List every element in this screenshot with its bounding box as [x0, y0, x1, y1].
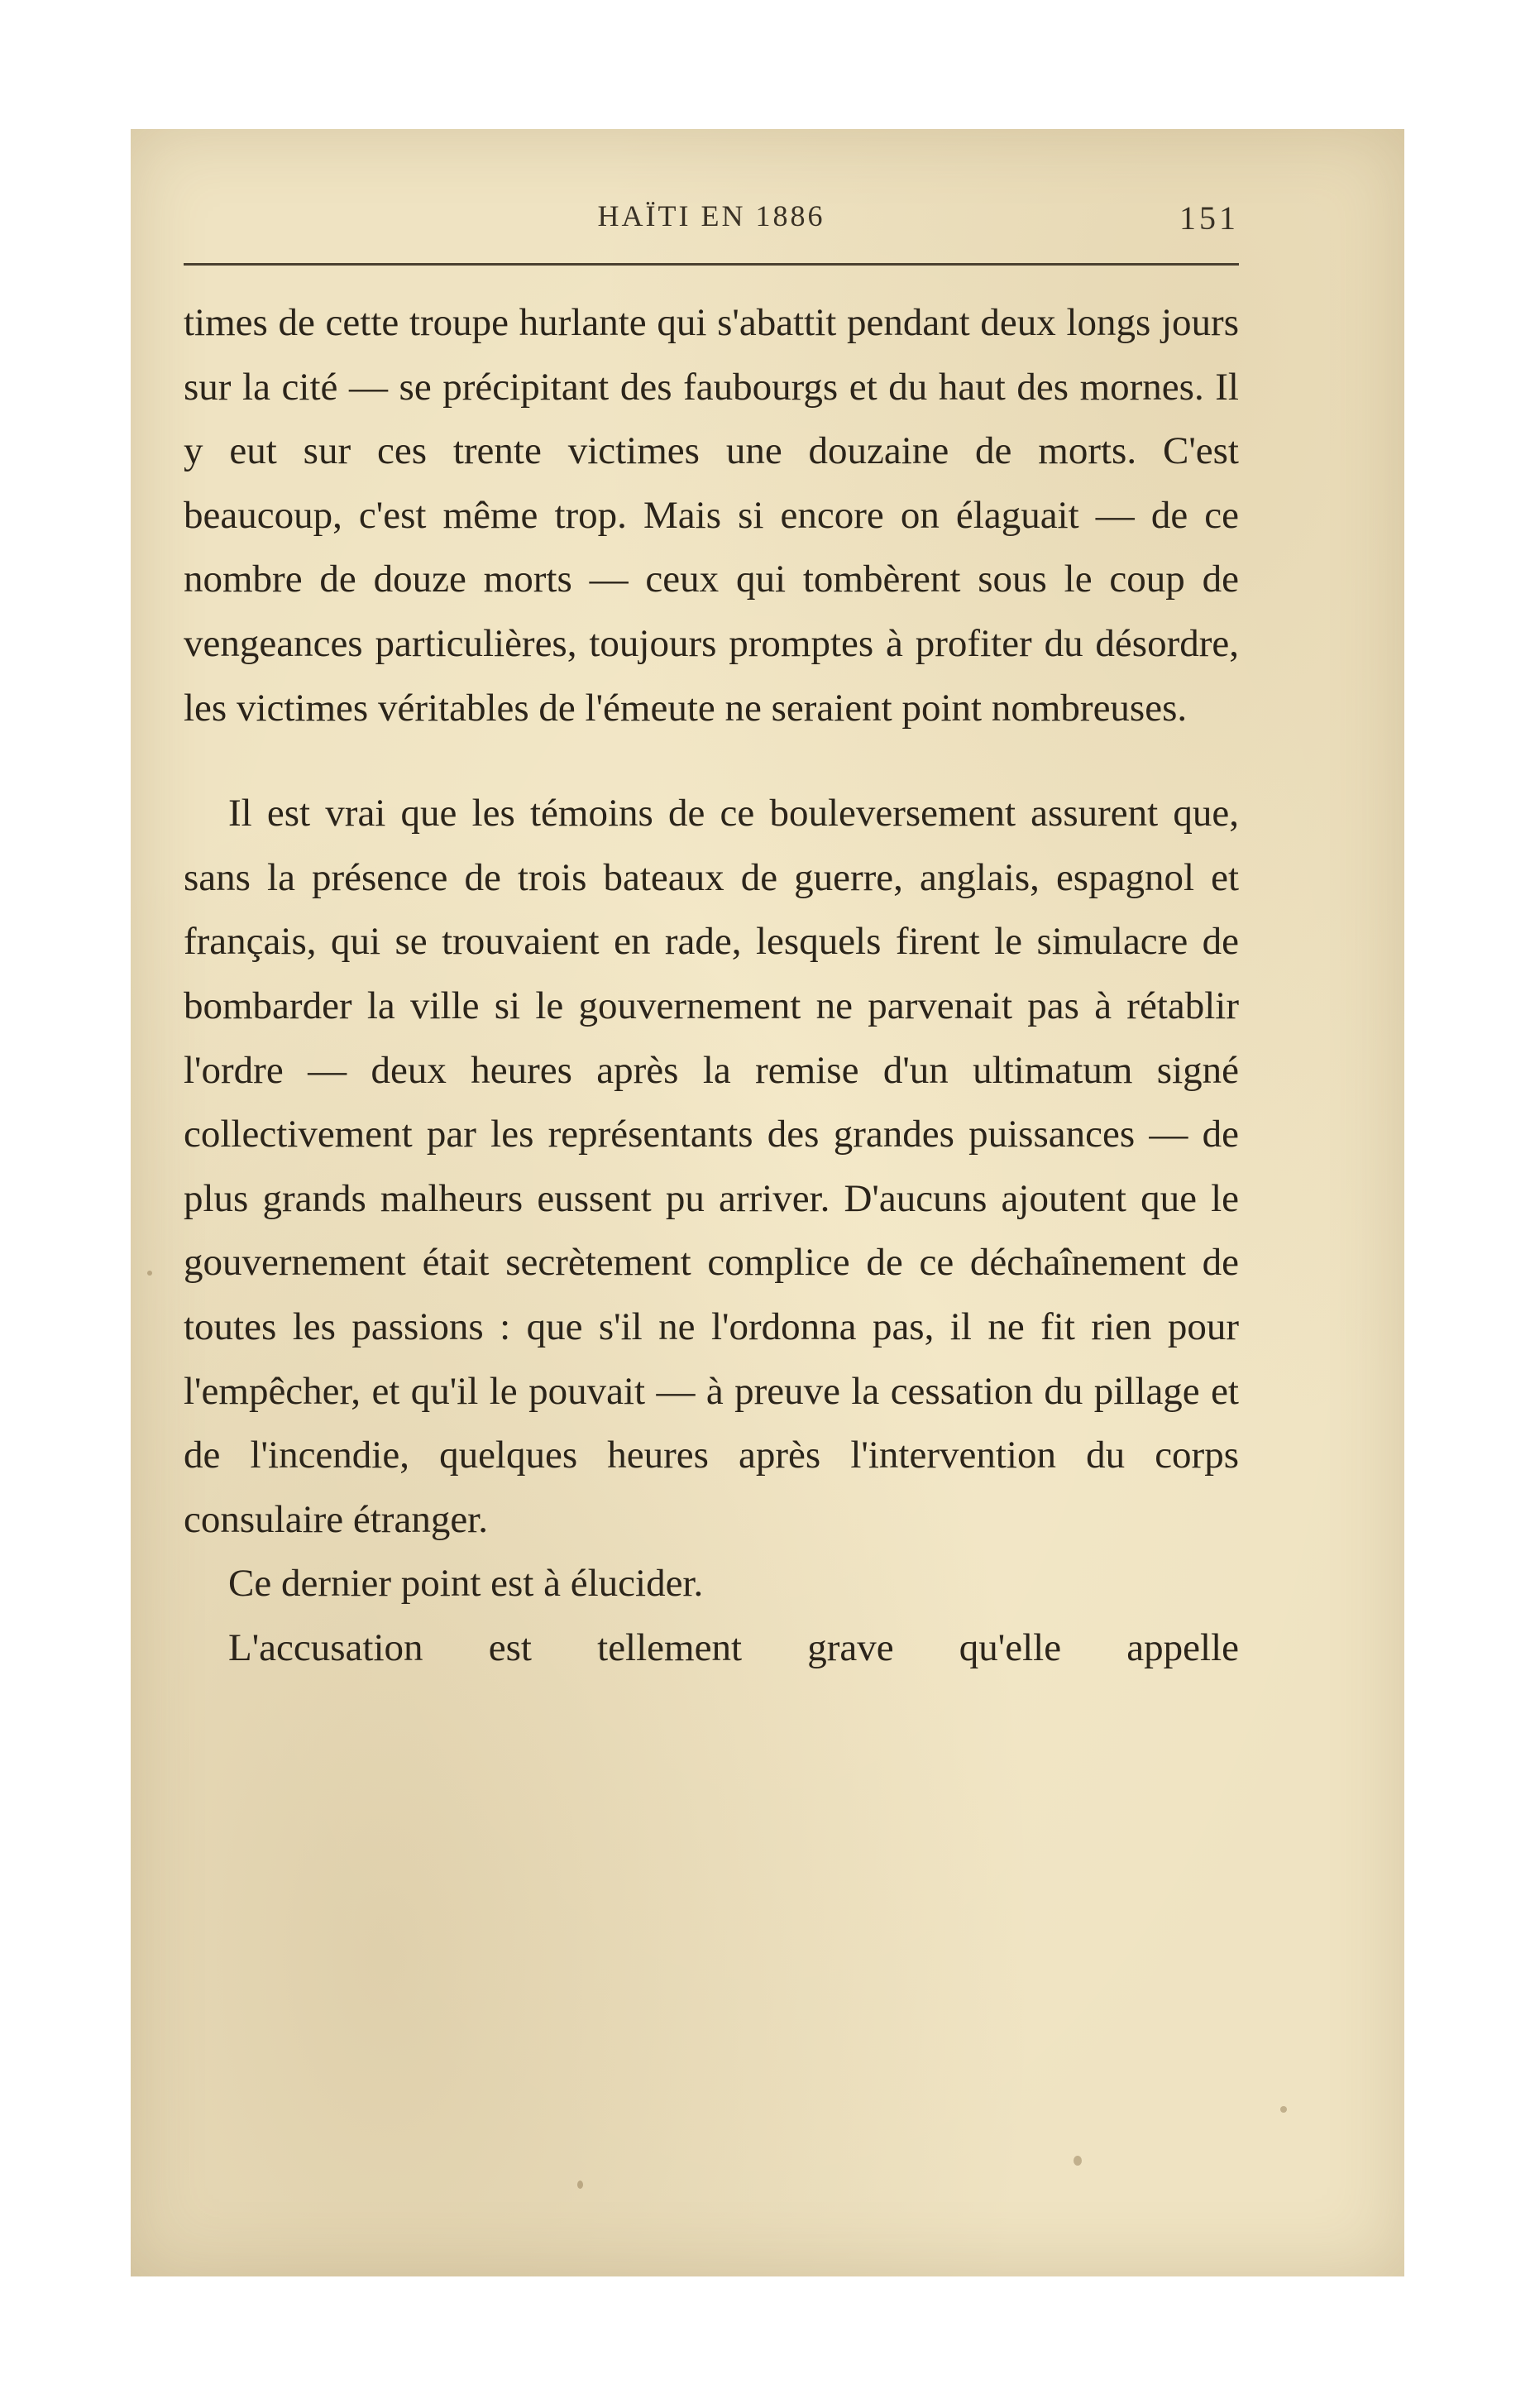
paragraph: L'accusation est tellement grave qu'elle appelle [228, 1625, 1239, 1669]
paragraph: times de cette troupe hurlante qui s'abattit pendant deux longs jours sur la cité — se précipitant des faubourgs et du haut des mornes. Il y eut sur ces trente victimes une douzaine de morts. C'est beaucoup, c'est même trop. Mais si encore on élaguait — de ce nombre de douze morts — ceux qui tombèrent sous le coup de vengeances particulières, toujours promptes à profiter du désordre, les victimes véritables de l'émeute ne seraient point nombreuses. [184, 301, 1239, 730]
header-rule [184, 263, 1239, 266]
ink-speck [1280, 2106, 1287, 2113]
ink-speck [577, 2181, 583, 2189]
paragraph: Ce dernier point est à élucider. [228, 1562, 704, 1606]
page-number: 151 [1179, 199, 1239, 237]
running-title: HAÏTI EN 1886 [597, 199, 825, 232]
body-text [184, 291, 1239, 1680]
page-header [184, 192, 1239, 242]
paragraph: Il est vrai que les témoins de ce bouleversement assurent que, sans la présence de trois bateaux de guerre, anglais, espagnol et français, qui se trouvaient en rade, lesquels firent le simulacre de bombarder la ville si le gouvernement ne parvenait pas à rétablir l'ordre — deux heures après la remise d'un ultimatum signé collectivement par les représentants des grandes puissances — de plus grands malheurs eussent pu arriver. D'aucuns ajoutent que le gouvernement était secrètement complice de ce déchaînement de toutes les passions : que s'il ne l'ordonna pas, il ne fit rien pour l'empêcher, et qu'il le pouvait — à preuve la cessation du pillage et de l'incendie, quelques heures après l'intervention du corps consulaire étranger. [184, 792, 1239, 1541]
ink-speck [1074, 2156, 1082, 2166]
ink-speck [147, 1271, 152, 1276]
